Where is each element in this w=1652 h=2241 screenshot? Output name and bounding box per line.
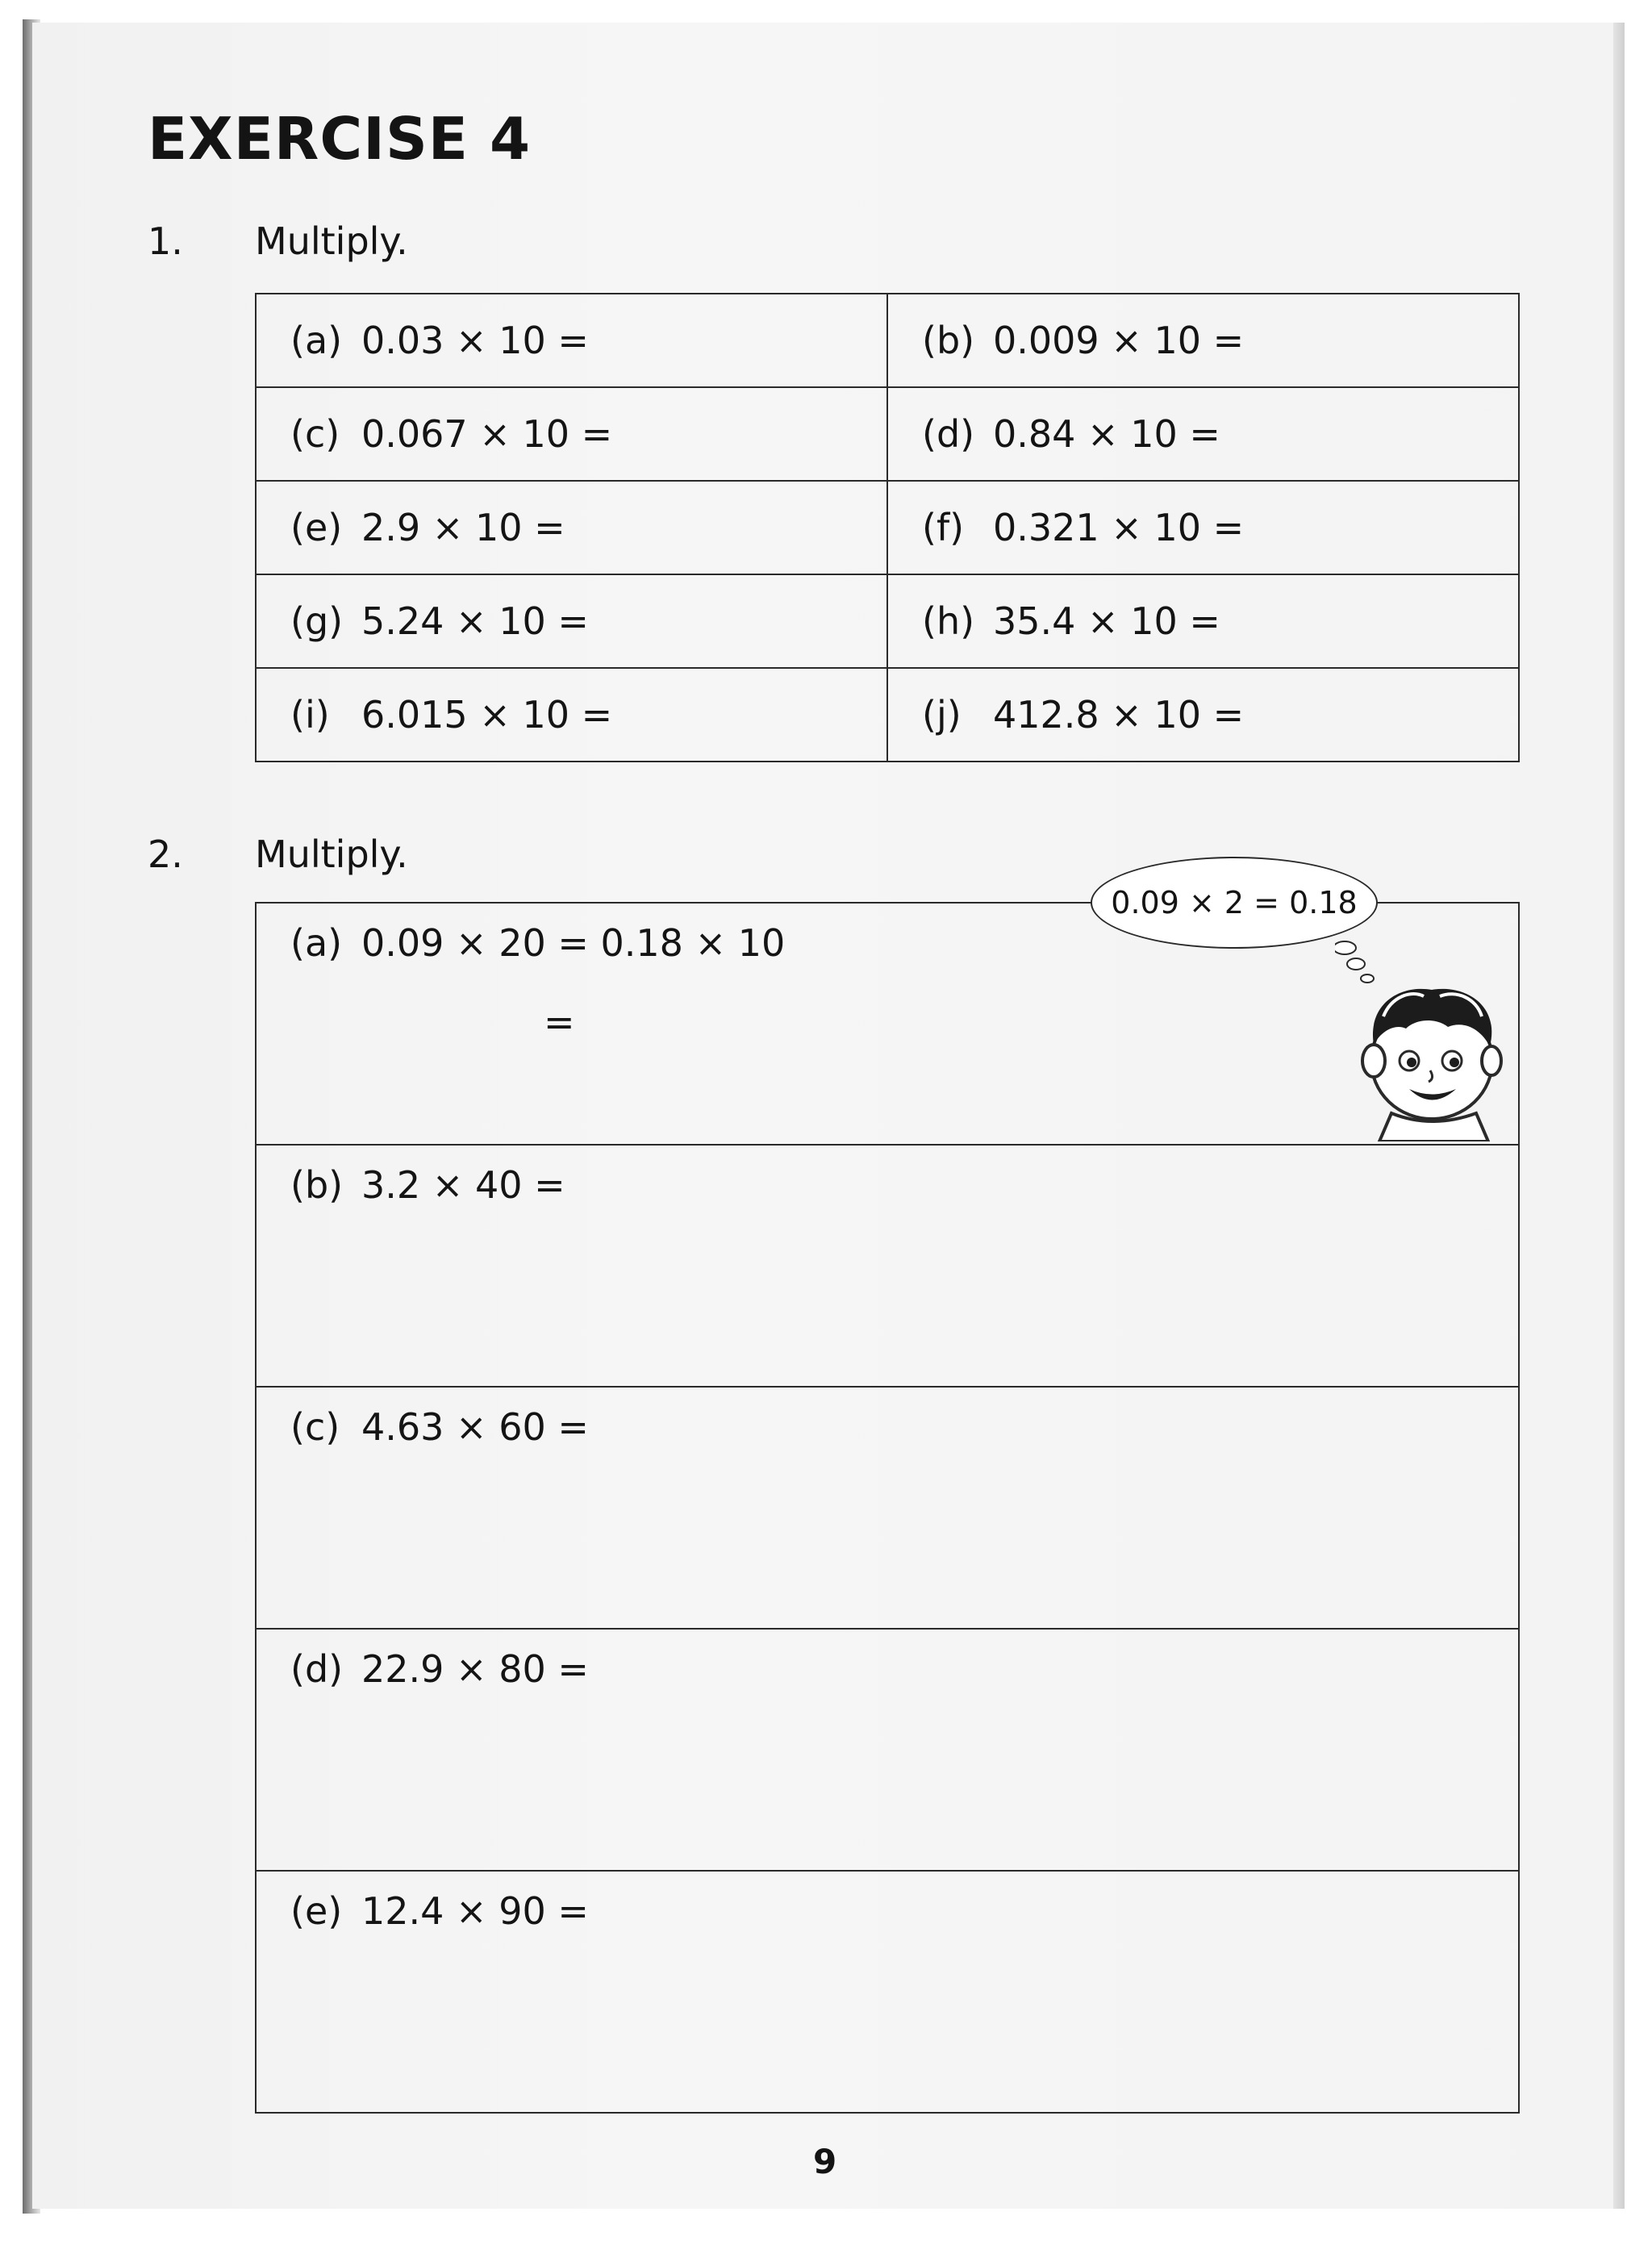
item-expression: 0.321 × 10 = bbox=[993, 506, 1245, 549]
item-expression: 412.8 × 10 = bbox=[993, 693, 1245, 737]
q1-cell-j[interactable] bbox=[887, 668, 1519, 762]
table-row bbox=[256, 903, 1519, 1145]
hint-thought-bubble bbox=[1091, 857, 1378, 949]
q2-cell-e[interactable] bbox=[256, 1871, 1519, 2113]
table-row bbox=[256, 294, 1519, 387]
table-row bbox=[256, 1387, 1519, 1629]
item-label: (d) bbox=[290, 1647, 344, 1691]
item-expression: 0.067 × 10 = bbox=[361, 412, 613, 456]
q2-cell-c[interactable] bbox=[256, 1387, 1519, 1629]
item-expression: 0.09 × 20 = 0.18 × 10 bbox=[361, 921, 786, 965]
item-expression: 6.015 × 10 = bbox=[361, 693, 613, 737]
item-label: (c) bbox=[290, 412, 340, 456]
item-expression: 35.4 × 10 = bbox=[993, 599, 1220, 643]
continuation-equals: = bbox=[544, 1000, 575, 1044]
exercise-title: EXERCISE 4 bbox=[148, 105, 532, 173]
table-row bbox=[256, 387, 1519, 481]
item-expression: 5.24 × 10 = bbox=[361, 599, 589, 643]
item-label: (j) bbox=[922, 693, 962, 737]
q1-cell-b[interactable] bbox=[887, 294, 1519, 387]
q2-cell-d[interactable] bbox=[256, 1629, 1519, 1871]
q1-cell-h[interactable] bbox=[887, 574, 1519, 668]
item-label: (b) bbox=[290, 1163, 344, 1207]
table-row bbox=[256, 668, 1519, 762]
q1-cell-f[interactable] bbox=[887, 481, 1519, 574]
item-label: (a) bbox=[290, 319, 343, 362]
item-label: (c) bbox=[290, 1405, 340, 1449]
question-2-number: 2. bbox=[148, 833, 183, 876]
item-label: (g) bbox=[290, 599, 344, 643]
item-label: (e) bbox=[290, 1889, 343, 1933]
item-expression: 22.9 × 80 = bbox=[361, 1647, 589, 1691]
item-label: (i) bbox=[290, 693, 330, 737]
table-row bbox=[256, 481, 1519, 574]
item-label: (e) bbox=[290, 506, 343, 549]
question-2-table bbox=[255, 902, 1520, 2114]
question-1-instruction: Multiply. bbox=[255, 219, 408, 263]
hint-text: 0.09 × 2 = 0.18 bbox=[1111, 885, 1358, 920]
table-row bbox=[256, 1629, 1519, 1871]
item-label: (d) bbox=[922, 412, 975, 456]
item-expression: 0.009 × 10 = bbox=[993, 319, 1245, 362]
item-expression: 12.4 × 90 = bbox=[361, 1889, 589, 1933]
item-expression: 2.9 × 10 = bbox=[361, 506, 565, 549]
item-expression: 0.03 × 10 = bbox=[361, 319, 589, 362]
item-label: (b) bbox=[922, 319, 975, 362]
q1-cell-e[interactable] bbox=[256, 481, 887, 574]
table-row bbox=[256, 574, 1519, 668]
q1-cell-c[interactable] bbox=[256, 387, 887, 481]
boy-thinking-icon bbox=[1335, 940, 1521, 1141]
item-expression: 3.2 × 40 = bbox=[361, 1163, 565, 1207]
item-expression: 0.84 × 10 = bbox=[993, 412, 1220, 456]
question-1-table bbox=[255, 293, 1520, 762]
question-1-number: 1. bbox=[148, 219, 183, 263]
q1-cell-a[interactable] bbox=[256, 294, 887, 387]
page-number: 9 bbox=[813, 2142, 837, 2181]
table-row bbox=[256, 1145, 1519, 1387]
item-label: (h) bbox=[922, 599, 975, 643]
item-expression: 4.63 × 60 = bbox=[361, 1405, 589, 1449]
q2-cell-a[interactable] bbox=[256, 903, 1519, 1145]
page-edge-shadow bbox=[1613, 23, 1625, 2209]
question-2-instruction: Multiply. bbox=[255, 833, 408, 876]
item-label: (a) bbox=[290, 921, 343, 965]
item-label: (f) bbox=[922, 506, 965, 549]
q2-cell-b[interactable] bbox=[256, 1145, 1519, 1387]
q1-cell-i[interactable] bbox=[256, 668, 887, 762]
table-row bbox=[256, 1871, 1519, 2113]
q1-cell-g[interactable] bbox=[256, 574, 887, 668]
q1-cell-d[interactable] bbox=[887, 387, 1519, 481]
